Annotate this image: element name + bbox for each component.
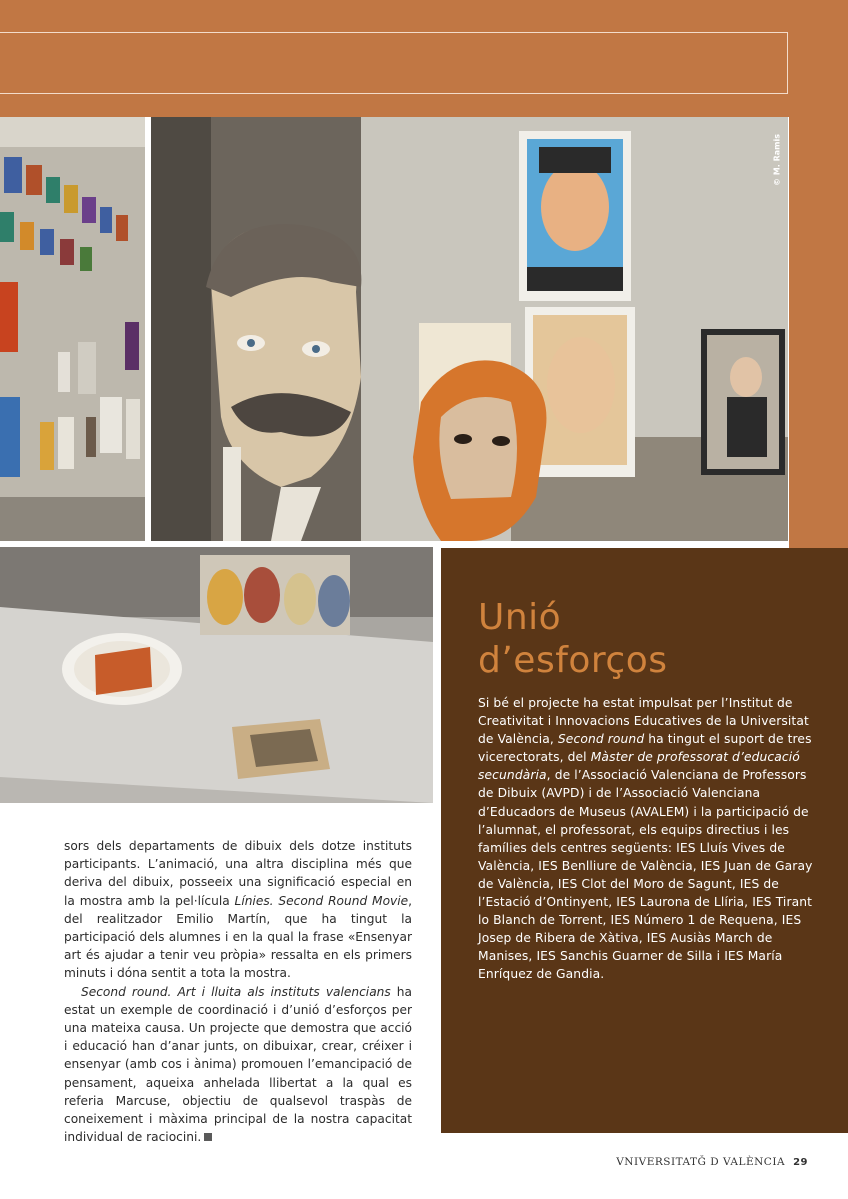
article-p1-a: sors dels departaments de dibuix dels dotze instituts participants. L’animació, una altra disciplina més que deriva del dibuix, posseeix una significació especial en la mostra amb la pel·lícula <box>64 839 412 908</box>
side-band <box>789 117 848 548</box>
sidebar-text <box>478 694 818 984</box>
article-p1-c: , del realitzador Emilio Martín, que ha tingut la participació dels alumnes i en la qual la frase «Ensenyar art és ajudar a tenir veu pròpia» ressalta en els primers minuts i dóna sentit a tota la mostra. <box>64 893 412 981</box>
page-footer <box>616 1156 808 1168</box>
photo-masks <box>151 117 788 541</box>
sidebar-text-d: Màster de professorat d’educació secundària <box>478 750 800 783</box>
photo-credit-text: © M. Ramis <box>772 134 782 186</box>
article-paragraph-2 <box>64 983 412 1147</box>
header-frame <box>0 32 788 94</box>
section-title-line-1: Unió <box>478 597 562 638</box>
photo-credit <box>770 130 784 190</box>
sidebar-text-a: Si bé el projecte ha estat impulsat per l’Institut de Creativitat i Innovacions Educatives de la Universitat de València, <box>478 696 809 747</box>
page-number: 29 <box>793 1157 808 1168</box>
article-paragraph-1 <box>64 837 412 983</box>
section-title-line-2: d’esforços <box>478 640 668 681</box>
article-body <box>64 837 412 1146</box>
sidebar-text-b: Second round <box>557 732 645 747</box>
article-p1-b: Línies. Second Round Movie <box>234 893 409 908</box>
header-band <box>0 0 848 117</box>
article-p2-a: Second round. Art i lluita als instituts valencians <box>81 984 391 999</box>
sidebar-text-e: , de l’Associació Valenciana de Professors de Dibuix (AVPD) i de l’Associació Valenciana d’Educadors de Museus (AVALEM) i la participació de l’alumnat, el professorat, els equips directius i les famílies dels centres següents: IES Lluís Vives de València, IES Benlliure de València, IES Juan de Garay de València, IES Clot del Moro de Sagunt, IES de l’Estació d’Ontinyent, IES Laurona de Llíria, IES Tirant lo Blanch de Torrent, IES Número 1 de Requena, IES Josep de Ribera de Xàtiva, IES Ausiàs March de Manises, IES Sanchis Guarner de Silla i IES María Enríquez de Gandia. <box>478 768 813 982</box>
photo-display-case <box>0 547 433 803</box>
photo-gallery-wall <box>0 117 145 541</box>
end-of-article-mark <box>204 1133 212 1141</box>
article-p2-b: ha estat un exemple de coordinació i d’unió d’esforços per una mateixa causa. Un projecte que demostra que acció i educació han d’anar junts, on dibuixar, crear, créixer i ensenyar (amb cos i ànima) promouen l’emancipació de pensament, aqueixa anhelada llibertat a la qual es referia Marcuse, objectiu de qualsevol traspàs de coneixement i màxima principal de la nostra capacitat individual de raciocini. <box>64 984 412 1145</box>
publisher-name: VNIVERSITATǦ D VALÈNCIA <box>616 1156 786 1168</box>
sidebar-text-c: ha tingut el suport de tres vicerectorats, del <box>478 732 812 765</box>
section-title <box>478 596 818 682</box>
